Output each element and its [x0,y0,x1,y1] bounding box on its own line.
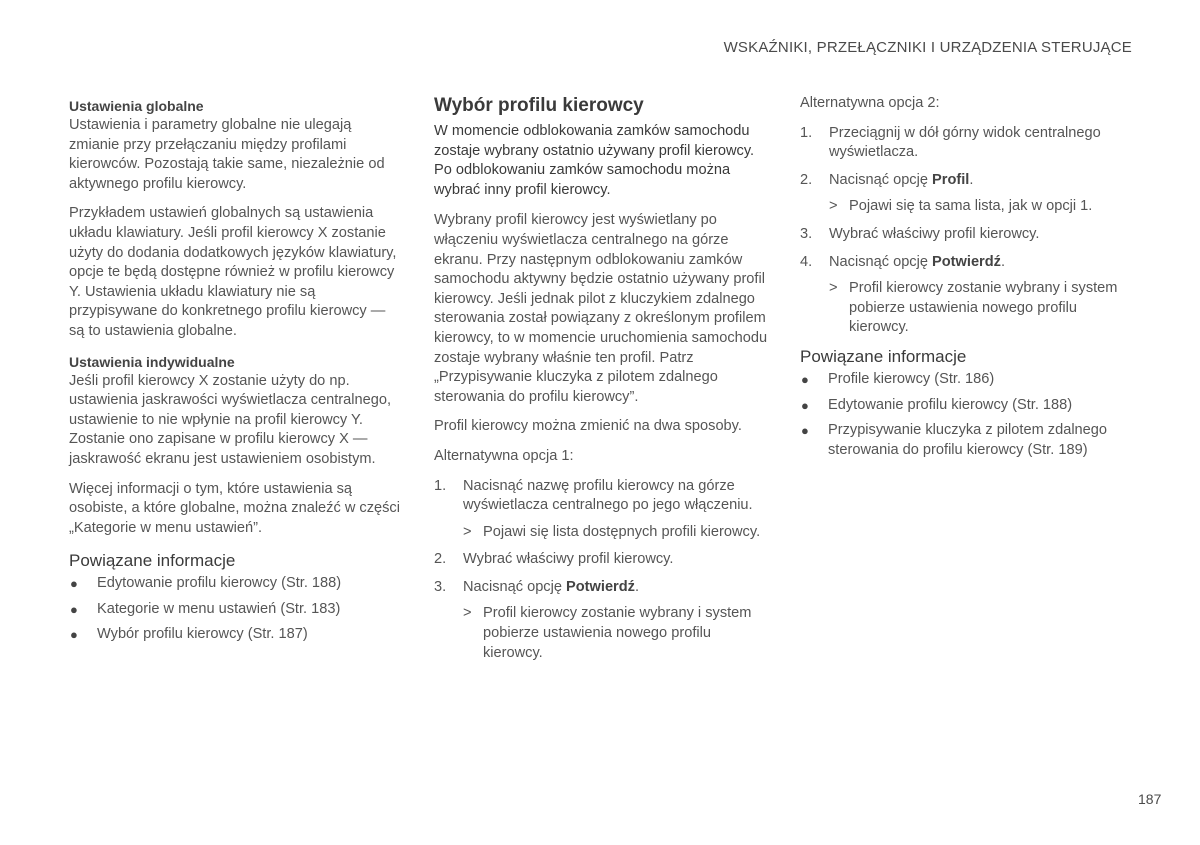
step-item [434,550,774,570]
related-link[interactable]: ● Wybór profilu kierowcy (Str. 187) [69,625,404,645]
related-link[interactable]: ● Edytowanie profilu kierowcy (Str. 188) [69,574,404,594]
step-number: 1. [434,477,447,494]
step-text: Nacisnąć opcję Profil. [829,171,974,188]
profile-option: Profil [932,171,970,188]
alternative-2-steps [800,124,1140,338]
step-number: 2. [800,171,813,188]
global-settings-paragraph: Ustawienia i parametry globalne nie ulegają zmianie przy przełączaniu między profilami kierowców. Pozostają takie same, niezależnie od aktywnego profilu kierowcy. [69,117,385,192]
step-text: Wybrać właściwy profil kierowcy. [463,551,674,568]
step-result: > Pojawi się ta sama lista, jak w opcji 1. [829,197,1140,217]
individual-settings-heading: Ustawienia indywidualne [69,353,235,370]
step-number: 1. [800,124,813,141]
result-arrow-icon: > [463,605,472,622]
alternative-2-label: Alternatywna opcja 2: [800,95,940,111]
global-settings-heading: Ustawienia globalne [69,98,204,114]
step-number: 3. [434,578,447,595]
step-item [800,124,1140,163]
step-item [800,225,1140,245]
step-text: Nacisnąć opcję Potwierdź. [463,578,640,595]
column-left [69,96,404,651]
result-arrow-icon: > [829,198,838,215]
step-item [434,477,774,543]
bullet-icon: ● [801,423,809,439]
step-item [434,578,774,663]
bullet-icon: ● [801,371,809,387]
result-arrow-icon: > [829,280,838,297]
change-methods-paragraph: Profil kierowcy można zmienić na dwa sposoby. [434,418,742,435]
alternative-1-steps [434,477,774,664]
confirm-option: Potwierdź [932,253,1001,270]
step-result: > Pojawi się lista dostępnych profili kierowcy. [463,523,774,543]
column-middle [434,96,774,671]
related-info-heading: Powiązane informacje [69,551,236,571]
bullet-icon: ● [70,627,78,643]
related-links-list [800,370,1140,460]
step-item [800,171,1140,217]
bullet-icon: ● [70,576,78,592]
related-info-heading: Powiązane informacje [800,346,967,366]
confirm-option: Potwierdź [566,578,635,595]
page-header: WSKAŹNIKI, PRZEŁĄCZNIKI I URZĄDZENIA STERUJĄCE [723,39,1132,56]
alternative-1-label: Alternatywna opcja 1: [434,447,574,464]
related-link[interactable]: ● Edytowanie profilu kierowcy (Str. 188) [800,396,1140,416]
step-text: Wybrać właściwy profil kierowcy. [829,225,1040,242]
step-number: 3. [800,225,813,242]
step-text: Nacisnąć nazwę profilu kierowcy na górze wyświetlacza centralnego po jego włączeniu. [463,477,753,514]
bullet-icon: ● [70,601,78,617]
more-info-paragraph: Więcej informacji o tym, które ustawienia są osobiste, a które globalne, można znaleźć w części „Kategorie w menu ustawień”. [69,480,400,536]
step-result: > Profil kierowcy zostanie wybrany i system pobierze ustawienia nowego profilu kierowcy. [829,280,1118,336]
related-link[interactable]: ● Profile kierowcy (Str. 186) [800,370,1140,390]
step-text: Nacisnąć opcję Potwierdź. [829,253,1006,270]
column-right [800,96,1140,466]
bullet-icon: ● [801,397,809,413]
result-arrow-icon: > [463,523,472,540]
step-item [800,253,1140,338]
step-text: Przeciągnij w dół górny widok centralnego wyświetlacza. [829,124,1101,161]
step-number: 4. [800,253,813,270]
page-number: 187 [1138,791,1162,807]
individual-settings-paragraph: Jeśli profil kierowcy X zostanie użyty do np. ustawienia jaskrawości wyświetlacza centralnego, ustawienie to nie wpłynie na profil kierowcy Y. Zostanie ono zapisane w profilu kierowcy X — jaskrawość ekranu jest ustawieniem osobistym. [69,372,392,467]
related-links-list [69,574,404,645]
related-link[interactable]: ● Przypisywanie kluczyka z pilotem zdalnego sterowania do profilu kierowcy (Str. 189) [801,422,1108,458]
profile-display-paragraph: Wybrany profil kierowcy jest wyświetlany po włączeniu wyświetlacza centralnego na górze ekranu. Przy następnym odblokowaniu zamków samochodu aktywny będzie ostatnio używany profil kierowcy. Jeśli jednak pilot z kluczykiem zdalnego sterowania został powiązany z określonym profilem kierowcy, to w momencie uruchomienia samochodu zostaje wybrany właśnie ten profil. Patrz „Przypisywanie kluczyka z pilotem zdalnego sterowania do profilu kierowcy”. [434,212,768,405]
lead-paragraph: W momencie odblokowania zamków samochodu zostaje wybrany ostatnio używany profil kierowcy. Po odblokowaniu zamków samochodu można wybrać inny profil kierowcy. [434,123,755,198]
global-settings-example: Przykładem ustawień globalnych są ustawienia układu klawiatury. Jeśli profil kierowcy X zostanie użyty do dodania dodatkowych języków klawiatury, opcje te będą dostępne również w profilu kierowcy Y. Ustawienia układu klawiatury nie są przypisywane do konkretnego profilu kierowcy — są to ustawienia globalne. [69,205,397,339]
section-title: Wybór profilu kierowcy [434,95,644,116]
step-result: > Profil kierowcy zostanie wybrany i system pobierze ustawienia nowego profilu kierowcy. [463,605,752,661]
related-link[interactable]: ● Kategorie w menu ustawień (Str. 183) [69,600,404,620]
step-number: 2. [434,551,447,568]
